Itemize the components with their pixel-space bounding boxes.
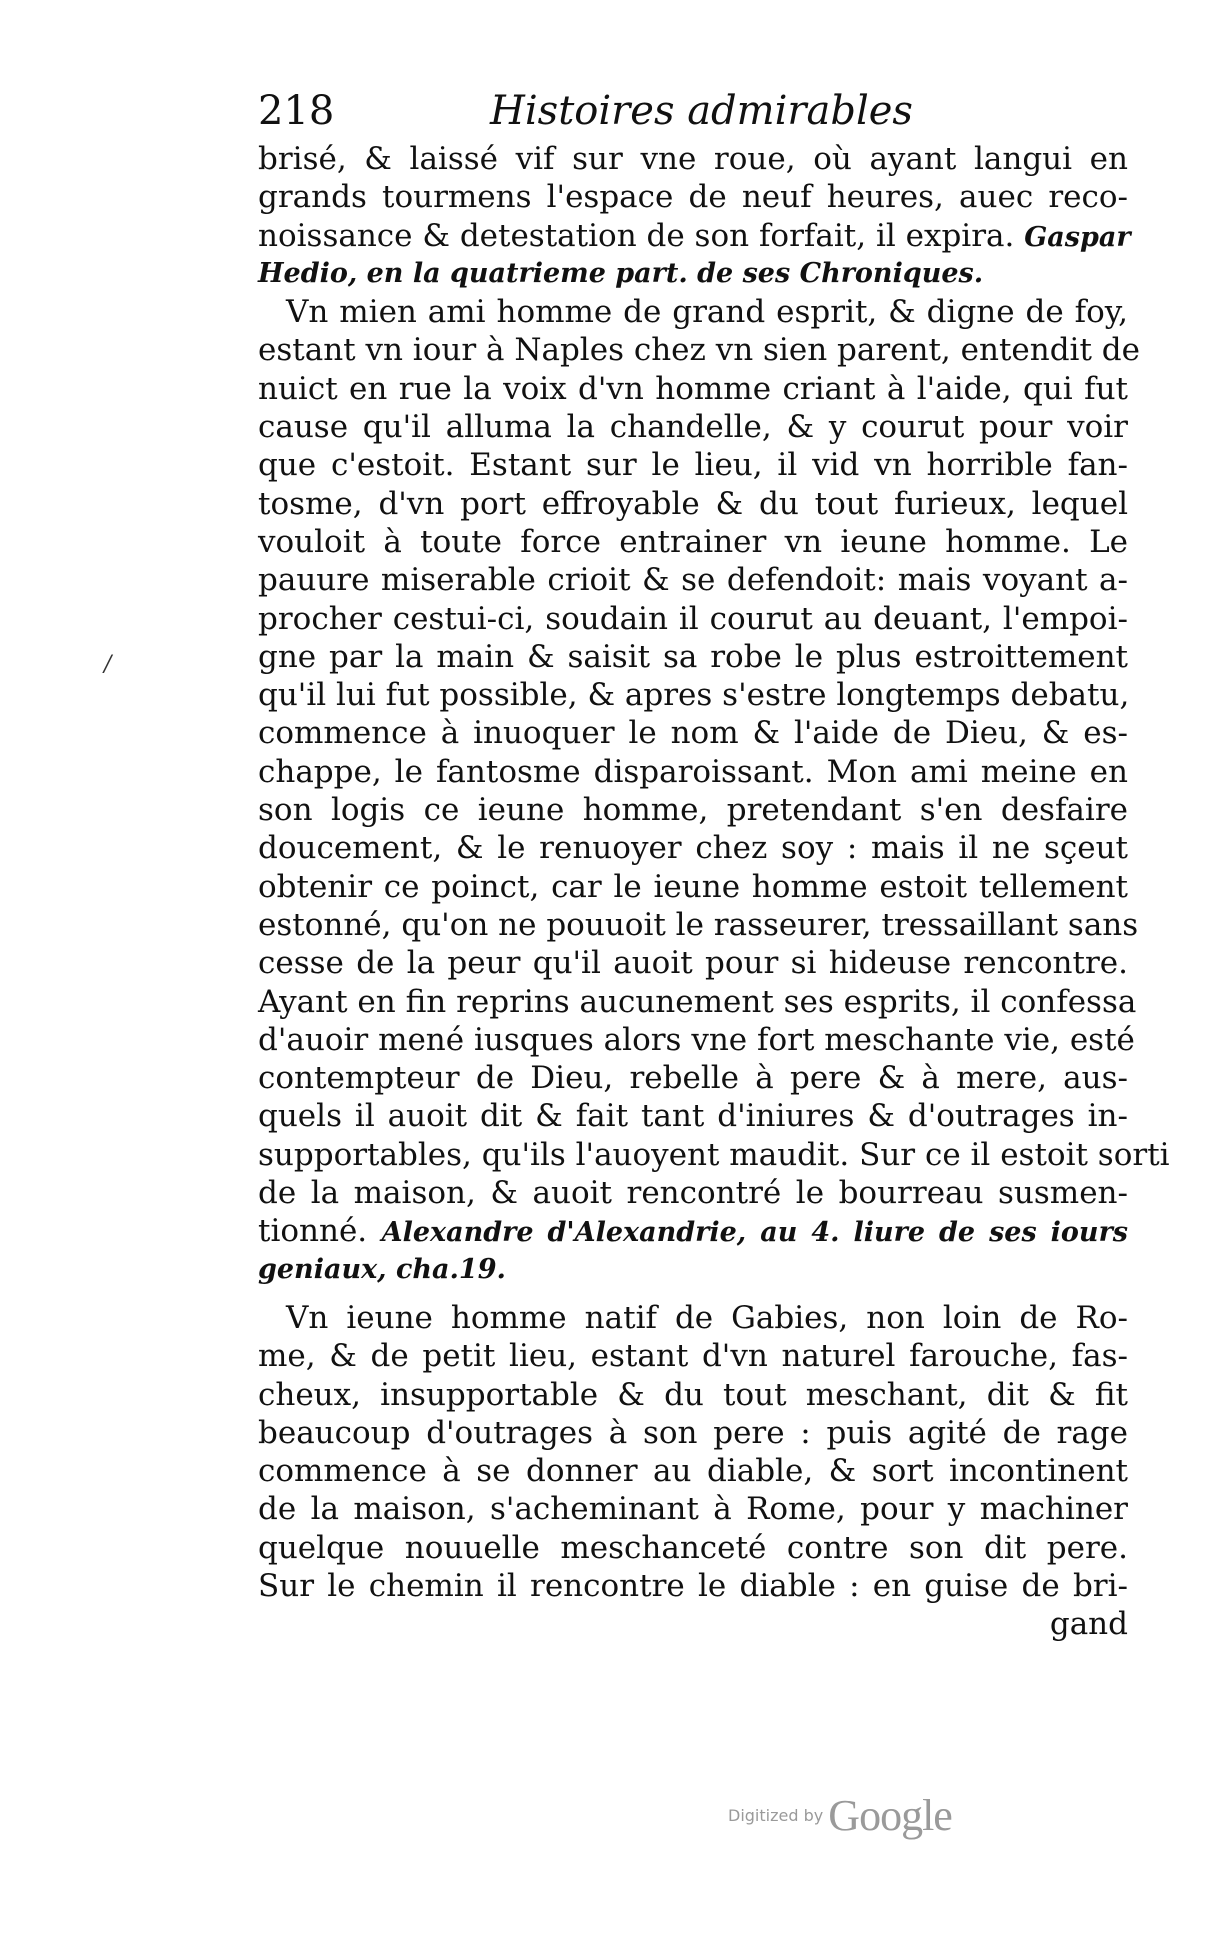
text-line: supportables, qu'ils l'auoyent maudit. Sur ce il estoit sorti (258, 1136, 1170, 1173)
paragraph-gap (258, 1289, 1128, 1299)
text-line: estant vn iour à Naples chez vn sien parent, entendit de (258, 332, 1140, 369)
text-line: me, & de petit lieu, estant d'vn naturel farouche, fas- (258, 1338, 1128, 1375)
running-title: Histoires admirables (490, 88, 913, 134)
text-line: tosme, d'vn port effroyable & du tout furieux, lequel (258, 485, 1128, 522)
text-line: Vn mien ami homme de grand esprit, & digne de foy, (286, 294, 1128, 331)
text-line: doucement, & le renuoyer chez soy : mais il ne sçeut (258, 830, 1128, 867)
text-line: d'auoir mené iusques alors vne fort meschante vie, esté (258, 1021, 1135, 1058)
main-text (258, 140, 1170, 1644)
citation-fragment: Gaspar (1024, 221, 1131, 253)
text-line: commence à inuoquer le nom & l'aide de Dieu, & es- (258, 715, 1128, 752)
citation-line: Hedio, en la quatrieme part. de ses Chroniques. (258, 257, 984, 289)
text-line: chappe, le fantosme disparoissant. Mon ami meine en (258, 753, 1128, 790)
margin-mark: / (104, 652, 112, 677)
text-line: cesse de la peur qu'il auoit pour si hideuse rencontre. (258, 945, 1128, 982)
catchword: gand (1049, 1606, 1128, 1643)
citation-line: geniaux, cha.19. (258, 1253, 506, 1285)
text-line: gne par la main & saisit sa robe le plus estroittement (258, 638, 1128, 675)
text-line: commence à se donner au diable, & sort incontinent (258, 1453, 1128, 1490)
text-line: cause qu'il alluma la chandelle, & y courut pour voir (258, 409, 1128, 446)
text-line: qu'il lui fut possible, & apres s'estre longtemps debatu, (258, 677, 1130, 714)
text-line: son logis ce ieune homme, pretendant s'en desfaire (258, 792, 1128, 829)
google-logo: Google (828, 1791, 952, 1840)
text-line: vouloit à toute force entrainer vn ieune homme. Le (258, 523, 1128, 560)
text-line: Ayant en fin reprins aucunement ses esprits, il confessa (258, 983, 1137, 1020)
text-line: obtenir ce poinct, car le ieune homme estoit tellement (258, 868, 1128, 905)
text-line: grands tourmens l'espace de neuf heures, auec reco- (258, 179, 1128, 216)
watermark-prefix: Digitized by (728, 1806, 824, 1825)
text-line: quels il auoit dit & fait tant d'iniures & d'outrages in- (258, 1098, 1128, 1135)
text-line (258, 217, 1131, 255)
digitized-watermark (728, 1790, 952, 1841)
text-line: procher cestui-ci, soudain il courut au deuant, l'empoi- (258, 600, 1128, 637)
text-line: contempteur de Dieu, rebelle à pere & à mere, aus- (258, 1060, 1128, 1097)
text-line: Vn ieune homme natif de Gabies, non loin de Ro- (286, 1299, 1128, 1336)
text-line (258, 1212, 1128, 1250)
text-line: pauure miserable crioit & se defendoit: mais voyant a- (258, 562, 1128, 599)
text-line: Sur le chemin il rencontre le diable : en guise de bri- (258, 1567, 1128, 1604)
text-line: nuict en rue la voix d'vn homme criant à l'aide, qui fut (258, 370, 1128, 407)
text-line: cheux, insupportable & du tout meschant, dit & fit (258, 1376, 1128, 1413)
citation-fragment: Alexandre d'Alexandrie, au 4. liure de ses iours (381, 1217, 1128, 1249)
text-line: de la maison, s'acheminant à Rome, pour y machiner (258, 1491, 1128, 1528)
text-line: de la maison, & auoit rencontré le bourreau susmen- (258, 1175, 1128, 1212)
text-line: estonné, qu'on ne pouuoit le rasseurer, tressaillant sans (258, 906, 1139, 943)
text-fragment: tionné. (258, 1213, 368, 1250)
text-line: quelque nouuelle meschanceté contre son dit pere. (258, 1529, 1128, 1566)
text-line: brisé, & laissé vif sur vne roue, où ayant langui en (258, 141, 1128, 177)
text-fragment: noissance & detestation de son forfait, il expira. (258, 217, 1015, 254)
page-header (258, 86, 1128, 136)
page-number: 218 (258, 88, 335, 134)
text-line: beaucoup d'outrages à son pere : puis agité de rage (258, 1414, 1128, 1451)
text-line: que c'estoit. Estant sur le lieu, il vid vn horrible fan- (258, 447, 1128, 484)
